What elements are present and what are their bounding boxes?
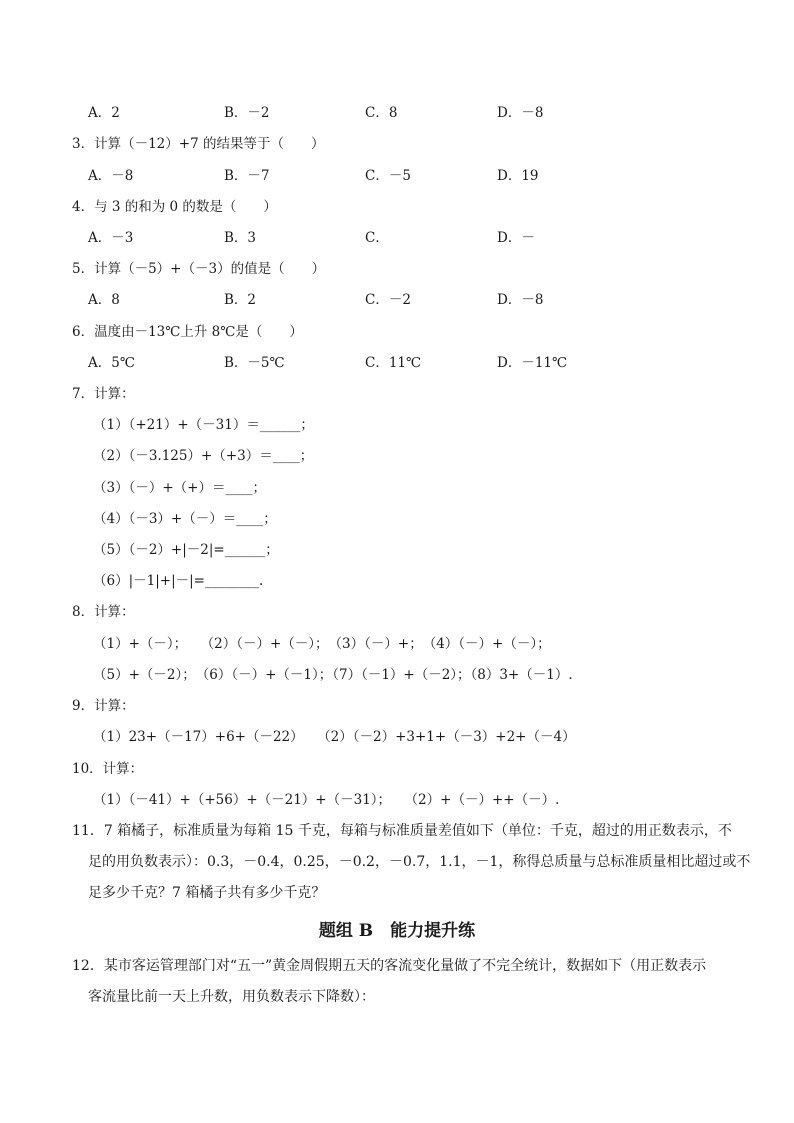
q3-option-b: B．－7 bbox=[224, 168, 270, 184]
q3-option-d: D．19 bbox=[497, 168, 539, 184]
q8-stem: 8．计算： bbox=[72, 604, 135, 620]
section-heading-b: 题组 B 能力提升练 bbox=[318, 921, 476, 941]
q3-option-c: C．－5 bbox=[365, 168, 411, 184]
q7-item-1: （1）（+21）+（－31）＝______； bbox=[93, 417, 314, 433]
q5-option-d: D．－8 bbox=[497, 292, 544, 308]
q7-item-3: （3）（－）+（+）＝____； bbox=[93, 480, 266, 496]
q5-option-a: A．8 bbox=[88, 292, 120, 308]
q9-stem: 9．计算： bbox=[72, 698, 135, 714]
q5-stem: 5．计算（－5）+（－3）的值是（ ） bbox=[72, 261, 326, 277]
q6-stem: 6．温度由－13℃上升 8℃是（ ） bbox=[72, 324, 303, 340]
q6-option-d: D．－11℃ bbox=[497, 355, 568, 371]
q11-line-3: 足多少千克？7 箱橘子共有多少千克？ bbox=[88, 885, 326, 901]
q7-item-5: （5）（－2）+|－2|=______； bbox=[93, 542, 279, 558]
q6-option-b: B．－5℃ bbox=[224, 355, 285, 371]
q11-line-1: 11．7 箱橘子，标准质量为每箱 15 千克，每箱与标准质量差值如下（单位：千克，超过的用正数表示，不 bbox=[72, 823, 732, 839]
q8-line-1: （1）+（－）； （2）（－）+（－）； （3）（－）+； （4）（－）+（－）； bbox=[93, 636, 551, 652]
q9-line-1: （1）23+（－17）+6+（－22） （2）（－2）+3+1+（－3）+2+（－4） bbox=[93, 729, 576, 745]
q11-line-2: 足的用负数表示）：0.3，－0.4，0.25，－0.2，－0.7，1.1，－1，称得总质量与总标准质量相比超过或不 bbox=[88, 854, 751, 870]
q4-option-c: C． bbox=[365, 230, 389, 246]
q7-item-6: （6）|－1|+|－|=________. bbox=[93, 573, 264, 589]
q5-option-b: B．2 bbox=[224, 292, 257, 308]
q10-stem: 10．计算： bbox=[72, 761, 144, 777]
q2-option-d: D．－8 bbox=[497, 105, 544, 121]
q3-stem: 3．计算（－12）+7 的结果等于（ ） bbox=[72, 136, 325, 152]
q12-line-1: 12．某市客运管理部门对“五一”黄金周假期五天的客流变化量做了不完全统计，数据如下（用正数表示 bbox=[72, 958, 707, 974]
q7-item-4: （4）（－3）+（－）＝____； bbox=[93, 511, 277, 527]
q4-option-b: B．3 bbox=[224, 230, 257, 246]
q12-line-2: 客流量比前一天上升数，用负数表示下降数）： bbox=[88, 989, 375, 1005]
q4-stem: 4．与 3 的和为 0 的数是（ ） bbox=[72, 199, 277, 215]
q6-option-a: A．5℃ bbox=[88, 355, 135, 371]
q2-option-c: C．8 bbox=[365, 105, 398, 121]
q4-option-d: D．－ bbox=[497, 230, 535, 246]
q2-option-b: B．－2 bbox=[224, 105, 270, 121]
q10-line-1: （1）（－41）+（+56）+（－21）+（－31）； （2）+（－）++（－）. bbox=[93, 792, 560, 808]
q2-option-a: A．2 bbox=[88, 105, 120, 121]
q7-stem: 7．计算： bbox=[72, 386, 135, 402]
q6-option-c: C．11℃ bbox=[365, 355, 422, 371]
q4-option-a: A．－3 bbox=[88, 230, 134, 246]
q5-option-c: C．－2 bbox=[365, 292, 411, 308]
q7-item-2: （2）（－3.125）+（+3）＝____； bbox=[93, 448, 314, 464]
q3-option-a: A．－8 bbox=[88, 168, 134, 184]
q8-line-2: （5）+（－2）； （6）（－）+（－1）；（7）（－1）+（－2）；（8）3+（－1）. bbox=[93, 667, 573, 683]
